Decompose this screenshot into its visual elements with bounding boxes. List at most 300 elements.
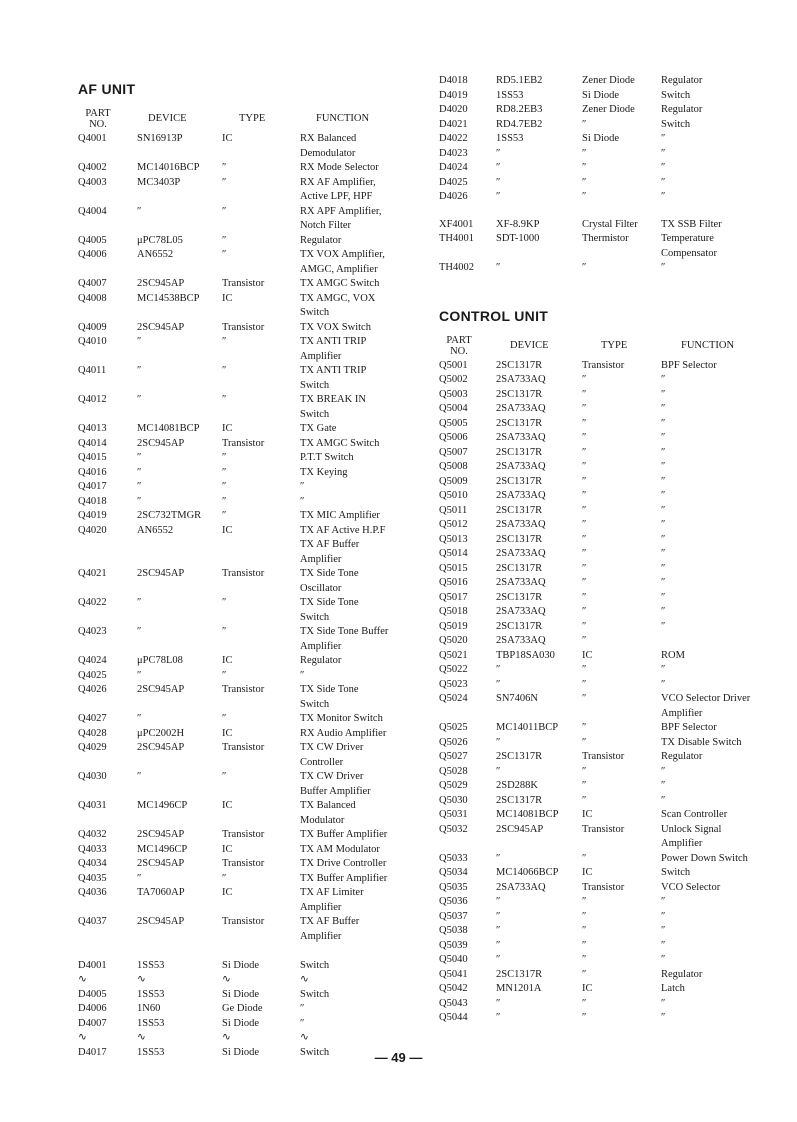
cell-function-continued: Oscillator — [300, 582, 342, 594]
table-row — [439, 649, 779, 664]
cell-type: ″ — [582, 461, 587, 472]
cell-function: TX Monitor Switch — [300, 713, 383, 724]
cell-part-no: D4022 — [439, 133, 468, 144]
cell-device: XF-8.9KP — [496, 218, 540, 230]
cell-device: 2SA733AQ — [496, 374, 546, 385]
cell-part-no: Q5009 — [439, 475, 468, 487]
cell-part-no: D4007 — [78, 1017, 107, 1029]
cell-type: ″ — [222, 669, 227, 681]
cell-function: ″ — [661, 133, 666, 144]
cell-device: 1N60 — [137, 1003, 161, 1014]
table-row — [439, 692, 779, 721]
cell-part-no: Q4002 — [78, 162, 107, 173]
cell-device: ″ — [137, 626, 142, 637]
cell-device: MC14016BCP — [137, 162, 200, 173]
cell-part-no: ∿ — [78, 1032, 87, 1043]
table-row — [78, 364, 418, 393]
cell-function-continued: Notch Filter — [300, 220, 352, 231]
cell-function: ″ — [661, 562, 666, 574]
af-unit-title: AF UNIT — [78, 81, 136, 97]
cell-device: ″ — [496, 954, 501, 965]
cell-device: μPC78L05 — [137, 234, 183, 246]
table-row — [439, 997, 779, 1012]
cell-part-no: Q4031 — [78, 800, 107, 811]
table-row — [78, 509, 418, 524]
cell-part-no: Q4023 — [78, 626, 107, 637]
table-row — [78, 495, 418, 510]
cell-type: ″ — [582, 780, 587, 791]
cell-part-no: Q4011 — [78, 365, 107, 376]
table-row — [439, 176, 779, 191]
cell-part-no: Q5040 — [439, 954, 468, 965]
cell-type: ″ — [582, 925, 587, 936]
cell-device: 2SC945AP — [137, 684, 185, 695]
cell-device: 2SC1317R — [496, 562, 543, 574]
cell-part-no: Q5024 — [439, 693, 468, 704]
table-row — [78, 712, 418, 727]
cell-device: RD5.1EB2 — [496, 75, 543, 86]
table-row — [78, 422, 418, 437]
cell-type: Si Diode — [222, 1017, 260, 1029]
cell-function: TX Side Tone Buffer — [300, 626, 389, 637]
cell-part-no: Q5035 — [439, 881, 468, 893]
table-row — [78, 843, 418, 858]
cell-function: ″ — [661, 432, 666, 443]
table-row — [439, 924, 779, 939]
cell-type: IC — [222, 843, 233, 855]
cell-part-no: Q5007 — [439, 446, 468, 458]
table-row — [78, 770, 418, 799]
table-row — [439, 161, 779, 176]
cell-type: ″ — [582, 664, 587, 675]
cell-part-no: Q5005 — [439, 417, 468, 429]
cell-part-no: ∿ — [78, 974, 87, 985]
cell-function: Regulator — [661, 75, 703, 86]
table-row — [439, 634, 779, 649]
cell-device: MC14066BCP — [496, 867, 559, 878]
cell-function-continued: Switch — [300, 379, 330, 391]
cell-type: ″ — [582, 577, 587, 588]
table-row — [78, 973, 418, 988]
cell-function: TX CW Driver — [300, 742, 364, 753]
cell-function: TX SSB Filter — [661, 218, 722, 230]
cell-function: RX Mode Selector — [300, 162, 379, 173]
cell-function: ″ — [661, 910, 666, 922]
cell-function: ″ — [661, 620, 666, 632]
cell-function: TX VOX Amplifier, — [300, 249, 385, 260]
cell-type: ″ — [222, 176, 227, 188]
cell-device: ″ — [137, 466, 142, 478]
cell-function: ″ — [300, 669, 305, 681]
table-row — [439, 132, 779, 147]
cell-device: 1SS53 — [137, 1046, 165, 1058]
cell-device: 2SA733AQ — [496, 461, 546, 472]
cell-type: ″ — [582, 765, 587, 777]
cell-function: ″ — [300, 1003, 305, 1014]
cell-part-no: Q4005 — [78, 234, 107, 246]
cell-device: MC1496CP — [137, 843, 188, 855]
table-row — [439, 1011, 779, 1026]
cell-device: 2SC1317R — [496, 794, 543, 806]
cell-device: 2SC1317R — [496, 504, 543, 516]
cell-type: Transistor — [222, 829, 265, 840]
cell-device: ″ — [496, 896, 501, 907]
cell-function: Switch — [661, 867, 691, 878]
cell-function: RX APF Amplifier, — [300, 205, 382, 217]
cell-type: ″ — [222, 713, 227, 724]
cell-part-no: TH4002 — [439, 262, 474, 273]
cell-function: ″ — [661, 417, 666, 429]
cell-part-no: Q5042 — [439, 983, 468, 994]
table-row — [78, 857, 418, 872]
cell-function: Regulator — [661, 751, 703, 762]
cell-function: ″ — [661, 780, 666, 791]
cell-device: μPC2002H — [137, 727, 185, 739]
cell-device: ″ — [496, 925, 501, 936]
table-row — [439, 968, 779, 983]
table-row — [78, 727, 418, 742]
cell-part-no: Q4034 — [78, 858, 107, 869]
cell-function: Latch — [661, 983, 685, 994]
cell-part-no: Q5011 — [439, 504, 468, 516]
cell-device: ″ — [496, 852, 501, 864]
table-row — [78, 915, 418, 944]
cell-function-continued: Controller — [300, 756, 344, 768]
cell-part-no: D4026 — [439, 191, 468, 202]
cell-device: 2SC1317R — [496, 446, 543, 458]
cell-part-no: Q5013 — [439, 533, 468, 545]
cell-type: Si Diode — [222, 959, 260, 971]
cell-type: ″ — [222, 495, 227, 507]
cell-type: ″ — [582, 262, 587, 273]
cell-type: ″ — [582, 519, 587, 530]
table-row — [78, 988, 418, 1003]
cell-type: ″ — [582, 388, 587, 400]
table-row — [439, 118, 779, 133]
cell-function-continued: Amplifier — [300, 901, 342, 913]
cell-device: ∿ — [137, 1032, 146, 1043]
cell-type: ″ — [222, 365, 227, 376]
cell-part-no: D4021 — [439, 118, 468, 130]
cell-function: Switch — [300, 959, 330, 971]
control-unit-title: CONTROL UNIT — [439, 307, 549, 324]
table-row — [439, 431, 779, 446]
table-row — [439, 417, 779, 432]
cell-device: 1SS53 — [137, 1017, 165, 1029]
table-row — [78, 451, 418, 466]
cell-function: TX AF Buffer — [300, 916, 360, 927]
cell-type: ″ — [222, 249, 227, 260]
cell-part-no: Q5031 — [439, 809, 468, 820]
cell-type: ″ — [582, 693, 587, 704]
table-row — [439, 852, 779, 867]
cell-function: ″ — [661, 461, 666, 472]
cell-function-continued: Switch — [300, 611, 330, 623]
cell-function: Regulator — [661, 104, 703, 115]
cell-function: ″ — [661, 388, 666, 400]
cell-function-continued: AMGC, Amplifier — [300, 263, 378, 275]
cell-part-no: D4020 — [439, 104, 468, 115]
cell-part-no: Q4032 — [78, 829, 107, 840]
cell-device: MC14081BCP — [496, 809, 559, 820]
table-row — [78, 828, 418, 843]
cell-device: ″ — [137, 669, 142, 681]
cell-type: ″ — [582, 722, 587, 733]
cell-function: ″ — [300, 481, 305, 492]
table-row — [78, 335, 418, 364]
cell-function-continued: Demodulator — [300, 147, 356, 159]
cell-device: ″ — [496, 1012, 501, 1023]
cell-device: TBP18SA030 — [496, 649, 555, 661]
cell-part-no: Q4026 — [78, 684, 107, 695]
cell-type: ″ — [582, 997, 587, 1009]
cell-function: Switch — [661, 118, 691, 130]
cell-function: ″ — [661, 446, 666, 458]
cell-function: Switch — [300, 988, 330, 1000]
cell-part-no: Q5028 — [439, 765, 468, 777]
cell-part-no: D4018 — [439, 75, 468, 86]
cell-type: ″ — [582, 606, 587, 617]
table-row — [439, 765, 779, 780]
table-row — [439, 808, 779, 823]
af-unit-continued-rows — [439, 74, 779, 205]
cell-type: Si Diode — [222, 1046, 260, 1058]
cell-type: ″ — [222, 872, 227, 884]
cell-part-no: Q5029 — [439, 780, 468, 791]
cell-type: ″ — [582, 118, 587, 130]
table-row — [439, 881, 779, 896]
cell-part-no: Q4007 — [78, 278, 107, 289]
table-row — [78, 625, 418, 654]
cell-device: 1SS53 — [137, 959, 165, 971]
cell-function: ″ — [661, 176, 666, 188]
cell-type: ″ — [582, 162, 587, 173]
table-row — [439, 261, 779, 276]
table-row — [439, 89, 779, 104]
cell-part-no: Q5030 — [439, 794, 468, 806]
cell-type: ∿ — [222, 974, 231, 985]
table-row — [439, 953, 779, 968]
cell-part-no: Q5003 — [439, 388, 468, 400]
table-row — [439, 750, 779, 765]
cell-function: ″ — [661, 678, 666, 690]
cell-function: TX AF Active H.P.F — [300, 524, 386, 536]
cell-type: ∿ — [222, 1032, 231, 1043]
cell-device: MN1201A — [496, 983, 542, 994]
cell-device: SN16913P — [137, 133, 183, 144]
cell-part-no: Q4014 — [78, 437, 107, 449]
cell-part-no: Q4018 — [78, 495, 107, 507]
cell-type: ″ — [222, 394, 227, 405]
cell-type: IC — [582, 867, 593, 878]
cell-part-no: Q5034 — [439, 867, 468, 878]
table-row — [439, 736, 779, 751]
cell-part-no: D4024 — [439, 162, 468, 173]
cell-function: TX BREAK IN — [300, 394, 366, 405]
cell-function: TX Disable Switch — [661, 736, 742, 748]
cell-device: 2SA733AQ — [496, 606, 546, 617]
cell-function: ″ — [300, 1017, 305, 1029]
cell-part-no: Q5043 — [439, 997, 468, 1009]
cell-device: AN6552 — [137, 524, 174, 536]
cell-part-no: Q5044 — [439, 1012, 468, 1023]
cell-function: TX VOX Switch — [300, 321, 371, 333]
table-row — [439, 359, 779, 374]
cell-device: SN7406N — [496, 693, 539, 704]
cell-part-no: Q5041 — [439, 968, 468, 980]
cell-function: TX ANTI TRIP — [300, 365, 367, 376]
table-row — [78, 596, 418, 625]
cell-part-no: Q5014 — [439, 548, 468, 559]
cell-type: ″ — [582, 176, 587, 188]
cell-part-no: Q5010 — [439, 490, 468, 501]
cell-type: Ge Diode — [222, 1003, 263, 1014]
cell-part-no: Q5023 — [439, 678, 468, 690]
cell-device: 2SA733AQ — [496, 881, 546, 893]
cell-device: 2SC1317R — [496, 388, 543, 400]
cell-function: TX CW Driver — [300, 771, 364, 782]
cell-device: 2SC1317R — [496, 620, 543, 632]
cell-device: SDT-1000 — [496, 233, 540, 244]
cell-type: ″ — [582, 852, 587, 864]
cell-device: ″ — [496, 997, 501, 1009]
cell-function-continued: TX AF Buffer — [300, 539, 360, 550]
cell-function: Unlock Signal — [661, 823, 722, 835]
cell-type: ″ — [582, 403, 587, 414]
table-row — [439, 620, 779, 635]
table-row — [78, 161, 418, 176]
cell-device: ″ — [137, 365, 142, 376]
cell-part-no: TH4001 — [439, 233, 474, 244]
cell-function: ″ — [661, 794, 666, 806]
cell-device: 2SC1317R — [496, 533, 543, 545]
cell-part-no: Q4029 — [78, 742, 107, 753]
cell-function: ″ — [661, 1012, 666, 1023]
cell-function: RX Audio Amplifier — [300, 727, 387, 739]
cell-device: ″ — [496, 147, 501, 159]
cell-type: Transistor — [582, 823, 625, 835]
cell-device: TA7060AP — [137, 887, 185, 898]
cell-part-no: Q4017 — [78, 481, 107, 492]
cell-type: Transistor — [582, 751, 625, 762]
cell-device: ″ — [137, 481, 142, 492]
table-row — [78, 292, 418, 321]
cell-device: ″ — [496, 765, 501, 777]
cell-part-no: Q4019 — [78, 510, 107, 521]
header-function: FUNCTION — [681, 339, 735, 351]
cell-type: ″ — [582, 954, 587, 965]
cell-device: 1SS53 — [137, 988, 165, 1000]
cell-function: P.T.T Switch — [300, 452, 354, 463]
cell-function: TX AF Limiter — [300, 887, 364, 898]
table-row — [439, 794, 779, 809]
table-row — [78, 799, 418, 828]
cell-type: ″ — [582, 562, 587, 574]
cell-device: 2SC945AP — [137, 321, 185, 333]
cell-function: ″ — [661, 403, 666, 414]
cell-function: Temperature — [661, 233, 714, 244]
cell-type: Transistor — [222, 437, 265, 449]
cell-type: IC — [222, 524, 233, 536]
cell-function: ″ — [661, 262, 666, 273]
table-row — [78, 959, 418, 974]
cell-function: Regulator — [300, 234, 342, 246]
header-device: DEVICE — [148, 113, 187, 124]
cell-type: ″ — [222, 205, 227, 217]
cell-function: ″ — [661, 147, 666, 159]
cell-part-no: D4023 — [439, 147, 468, 159]
cell-part-no: Q4020 — [78, 524, 107, 536]
cell-function-continued: Compensator — [661, 247, 717, 259]
cell-function-continued: Switch — [300, 307, 330, 318]
cell-device: μPC78L08 — [137, 655, 183, 666]
cell-device: ″ — [496, 176, 501, 188]
table-row — [439, 823, 779, 852]
cell-device: ″ — [137, 872, 142, 884]
cell-function: ″ — [661, 533, 666, 545]
cell-function: ″ — [661, 191, 666, 202]
page-number: — 49 — — [374, 1050, 423, 1065]
af-unit-column — [78, 78, 418, 1060]
cell-type: ″ — [222, 162, 227, 173]
cell-part-no: Q4036 — [78, 887, 107, 898]
cell-type: ″ — [582, 968, 587, 980]
table-row — [439, 895, 779, 910]
cell-type: ″ — [582, 504, 587, 516]
cell-type: Zener Diode — [582, 75, 635, 86]
cell-type: ″ — [582, 896, 587, 907]
cell-part-no: Q4006 — [78, 249, 107, 260]
table-header — [439, 335, 779, 359]
cell-device: ″ — [496, 664, 501, 675]
cell-function: ″ — [661, 939, 666, 951]
cell-function: ″ — [661, 997, 666, 1009]
cell-part-no: Q5025 — [439, 722, 468, 733]
cell-type: ″ — [582, 620, 587, 632]
table-row — [439, 232, 779, 261]
table-row — [439, 460, 779, 475]
cell-function-continued: Modulator — [300, 814, 345, 826]
cell-type: ″ — [582, 910, 587, 922]
cell-part-no: Q4022 — [78, 597, 107, 608]
cell-device: 2SC1317R — [496, 475, 543, 487]
cell-type: IC — [222, 292, 233, 304]
cell-device: ″ — [496, 262, 501, 273]
cell-function: ″ — [661, 606, 666, 617]
cell-type: Transistor — [222, 321, 265, 333]
cell-part-no: D4025 — [439, 176, 468, 188]
cell-type: IC — [222, 800, 233, 811]
table-row — [78, 524, 418, 568]
cell-function: TX Gate — [300, 423, 337, 434]
cell-part-no: Q4012 — [78, 394, 107, 405]
cell-part-no: Q5036 — [439, 896, 468, 907]
cell-function: TX Drive Controller — [300, 858, 387, 869]
cell-function: BPF Selector — [661, 359, 717, 371]
cell-type: ″ — [222, 466, 227, 478]
table-row — [78, 886, 418, 915]
cell-function: ″ — [661, 519, 666, 530]
cell-part-no: Q5037 — [439, 910, 468, 922]
cell-part-no: Q4015 — [78, 452, 107, 463]
control-unit-rows — [439, 359, 779, 1026]
cell-device: 2SC1317R — [496, 751, 543, 762]
cell-device: 2SA733AQ — [496, 548, 546, 559]
table-row — [439, 605, 779, 620]
table-row — [439, 504, 779, 519]
cell-type: ″ — [582, 446, 587, 458]
cell-type: ″ — [222, 452, 227, 463]
